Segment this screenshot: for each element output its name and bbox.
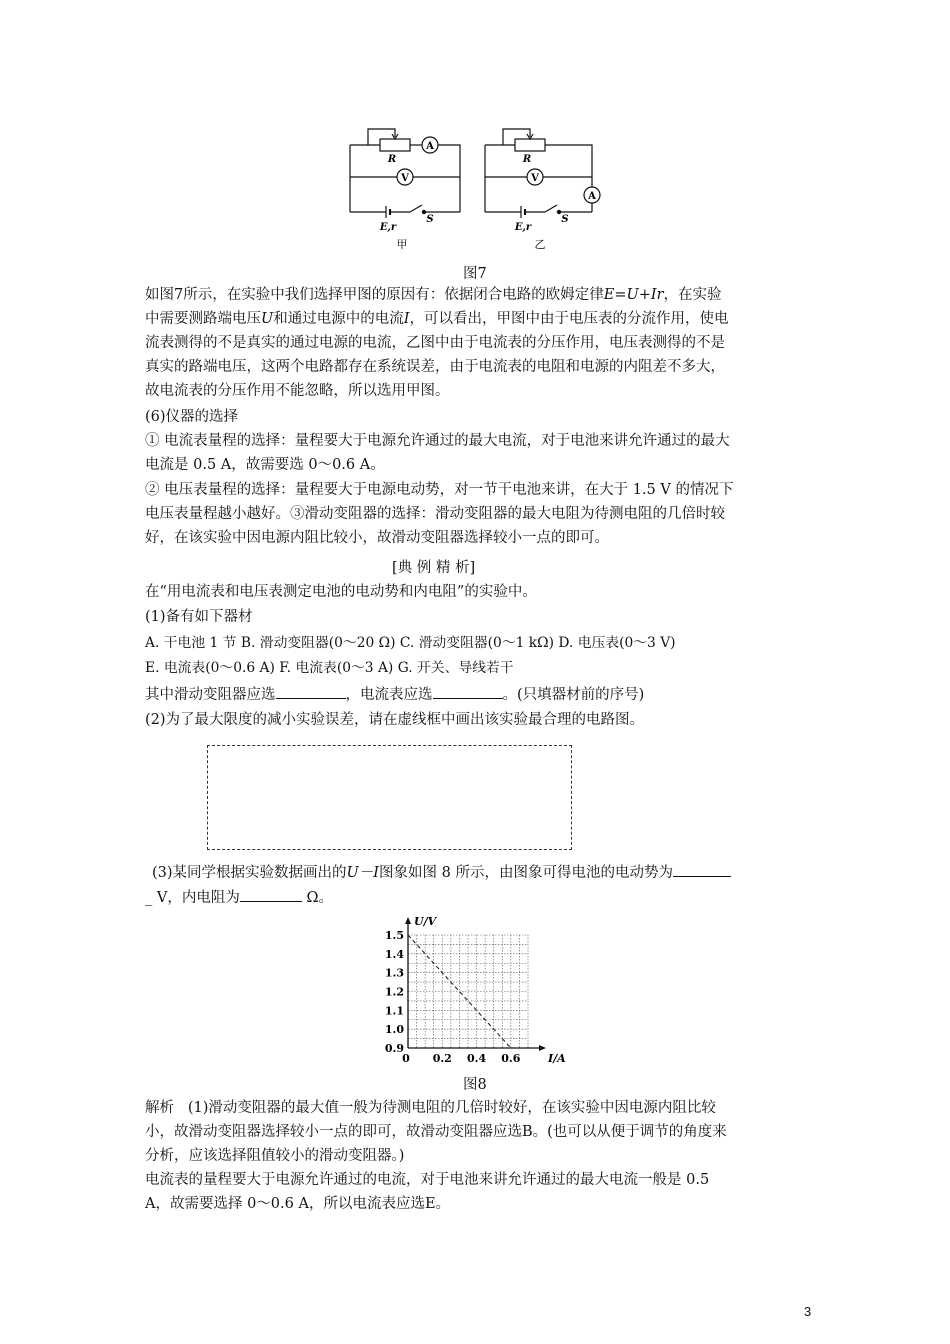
circuit-drawing-box[interactable] (207, 745, 572, 850)
var-I: I (403, 311, 410, 327)
label-S-jia: S (426, 214, 434, 225)
text: 其中滑动变阻器应选 (145, 687, 276, 703)
section6-p1b: 电流是 0.5 A，故需要选 0～0.6 A。 (145, 457, 385, 473)
label-A-jia: A (426, 141, 434, 152)
section6-p2c: 好，在该实验中因电源内阻比较小，故滑动变阻器选择较小一点的即可。 (145, 530, 609, 546)
text: ，可以看出，甲图中由于电压表的分流作用，使电 (409, 311, 729, 327)
section6-p2a: ② 电压表量程的选择：量程要大于电源电动势，对一节干电池来讲，在大于 1.5 V 的情况下 (145, 482, 734, 498)
sublabel-yi: 乙 (534, 238, 546, 251)
analysis-line2: 小，故滑动变阻器选择较小一点的即可，故滑动变阻器应选B。(也可以从便于调节的角度来 (145, 1124, 727, 1140)
label-V-yi: V (531, 173, 539, 184)
analysis-line1 (145, 1098, 716, 1118)
answer-blank-rheostat[interactable] (276, 684, 346, 699)
text: 和通过电源中的电流 (273, 311, 404, 327)
y-axis-arrow (405, 917, 411, 924)
circuit-yi (485, 129, 600, 218)
x-tick-label: 0.4 (467, 1052, 487, 1065)
example-q3-line2 (145, 887, 333, 908)
section6-p2b: 电压表量程越小越好。③滑动变阻器的选择：滑动变阻器的最大电阻为待测电阻的几倍时较 (145, 506, 725, 522)
label-Er-jia: E,r (379, 222, 397, 233)
y-tick-label: 1.4 (384, 947, 404, 961)
example-intro: 在“用电流表和电压表测定电池的电动势和内电阻”的实验中。 (145, 584, 537, 600)
text: (1)滑动变阻器的最大值一般为待测电阻的几倍时较好，在该实验中因电源内阻比较 (187, 1100, 716, 1116)
example-options-2: E. 电流表(0～0.6 A) F. 电流表(0～3 A) G. 开关、导线若干 (145, 660, 514, 676)
answer-blank-resistance[interactable] (240, 887, 302, 902)
page-number: 3 (804, 1304, 812, 1319)
para-fig7-line3: 流表测得的不是真实的通过电源的电流，乙图中由于电流表的分压作用，电压表测得的不是 (145, 335, 725, 351)
label-Er-yi: E,r (514, 222, 532, 233)
label-S-yi: S (561, 214, 569, 225)
var-U: U (261, 311, 274, 327)
text: 图象如图 8 所示，由图象可得电池的电动势为 (379, 865, 673, 881)
section6-p1a: ① 电流表量程的选择：量程要大于电源允许通过的最大电流，对于电池来讲允许通过的最大 (145, 433, 730, 449)
text: Ω。 (301, 890, 333, 906)
answer-blank-ammeter[interactable] (433, 684, 503, 699)
sublabel-jia: 甲 (396, 238, 408, 251)
y-tick-label: 1.3 (384, 966, 404, 980)
text: (3)某同学根据实验数据画出的 (152, 865, 347, 881)
analysis-line3: 分析，应该选择阻值较小的滑动变阻器。) (145, 1148, 405, 1164)
x-tick-label: 0 (402, 1052, 410, 1065)
label-V-jia: V (401, 173, 409, 184)
analysis-label: 解析 (145, 1100, 174, 1116)
example-options-1: A. 干电池 1 节 B. 滑动变阻器(0～20 Ω) C. 滑动变阻器(0～1 kΩ) D. 电压表(0～3 V) (145, 635, 676, 651)
x-tick-label: 0.2 (432, 1052, 452, 1065)
y-tick-label: 1.2 (384, 985, 404, 999)
figure-7-circuits (340, 120, 610, 255)
text: ，在实验 (663, 287, 722, 303)
figure-8-chart (370, 910, 570, 1070)
example-fill-q1 (145, 684, 644, 705)
x-axis-arrow (539, 1045, 546, 1051)
label-A-yi: A (588, 191, 596, 202)
label-R-yi: R (522, 154, 532, 165)
y-tick-label: 1.5 (384, 929, 404, 942)
text: 。(只填器材前的序号) (502, 687, 645, 703)
var-UI: U－I (346, 865, 379, 881)
para-fig7-line4: 真实的路端电压，这两个电路都存在系统误差，由于电流表的电阻和电源的内阻差不多大， (145, 359, 725, 375)
y-tick-label: 1.1 (384, 1004, 404, 1018)
para-fig7-line5: 故电流表的分压作用不能忽略，所以选用甲图。 (145, 383, 450, 399)
answer-blank-emf[interactable] (673, 862, 731, 877)
text: _ V，内电阻为 (145, 890, 240, 906)
text: ，电流表应选 (345, 687, 433, 703)
text: 如图7所示，在实验中我们选择甲图的原因有：依据闭合电路的欧姆定律 (145, 287, 604, 303)
para-fig7-line2 (145, 309, 728, 329)
figure-8-caption: 图8 (463, 1077, 487, 1093)
y-tick-label: 0.9 (384, 1042, 404, 1055)
label-R-jia: R (387, 154, 397, 165)
analysis-line5: A，故需要选择 0～0.6 A，所以电流表应选E。 (145, 1196, 451, 1212)
x-axis-label: I/A (548, 1052, 566, 1065)
example-q2: (2)为了最大限度的减小实验误差，请在虚线框中画出该实验最合理的电路图。 (145, 712, 645, 728)
text: 中需要测路端电压 (145, 311, 261, 327)
section6-title: (6)仪器的选择 (145, 409, 239, 425)
example-q1: (1)备有如下器材 (145, 609, 253, 625)
y-axis-label: U/V (414, 915, 437, 928)
y-tick-label: 1.0 (384, 1023, 404, 1037)
analysis-line4: 电流表的量程要大于电源允许通过的电流，对于电池来讲允许通过的最大电流一般是 0.5 (145, 1172, 710, 1188)
formula: E=U+Ir (603, 287, 664, 303)
figure-7-caption: 图7 (463, 266, 487, 282)
example-heading: [典 例 精 析] (392, 560, 476, 576)
x-tick-label: 0.6 (501, 1052, 521, 1065)
example-q3-line1 (152, 862, 731, 883)
para-fig7-line1 (145, 285, 722, 305)
